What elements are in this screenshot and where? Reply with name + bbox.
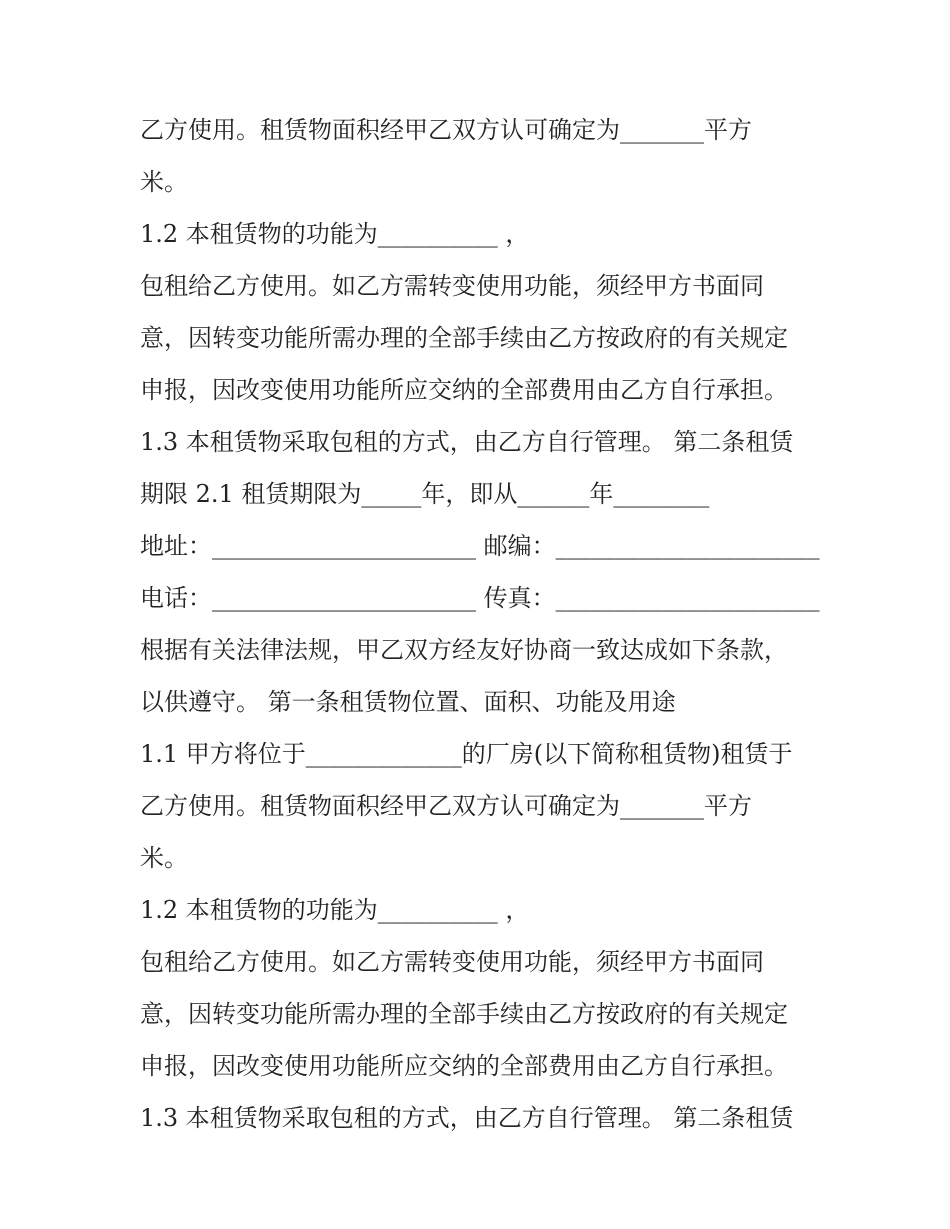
text-line: 包租给乙方使用。如乙方需转变使用功能，须经甲方书面同 xyxy=(140,272,764,300)
contract-text xyxy=(140,104,830,1144)
text-line: 米。 xyxy=(140,844,188,872)
text-line: 1.3 本租赁物采取包租的方式，由乙方自行管理。 第二条租赁 xyxy=(140,1104,794,1132)
text-line: 地址：______________________ 邮编：______________________ xyxy=(140,532,820,560)
text-line: 1.2 本租赁物的功能为__________ ， xyxy=(140,220,530,248)
text-line: 包租给乙方使用。如乙方需转变使用功能，须经甲方书面同 xyxy=(140,948,764,976)
text-line: 1.2 本租赁物的功能为__________ ， xyxy=(140,896,530,924)
text-line: 1.1 甲方将位于_____________的厂房(以下简称租赁物)租赁于 xyxy=(140,740,793,768)
text-line: 1.3 本租赁物采取包租的方式，由乙方自行管理。 第二条租赁 xyxy=(140,428,794,456)
text-line: 期限 2.1 租赁期限为_____年，即从______年________ xyxy=(140,480,710,508)
text-line: 电话：______________________ 传真：______________________ xyxy=(140,584,820,612)
text-line: 申报，因改变使用功能所应交纳的全部费用由乙方自行承担。 xyxy=(140,1052,788,1080)
text-line: 意，因转变功能所需办理的全部手续由乙方按政府的有关规定 xyxy=(140,1000,788,1028)
text-line: 乙方使用。租赁物面积经甲乙双方认可确定为_______平方 xyxy=(140,792,752,820)
text-line: 米。 xyxy=(140,168,188,196)
text-line: 以供遵守。 第一条租赁物位置、面积、功能及用途 xyxy=(140,688,676,716)
text-line: 意，因转变功能所需办理的全部手续由乙方按政府的有关规定 xyxy=(140,324,788,352)
text-line: 申报，因改变使用功能所应交纳的全部费用由乙方自行承担。 xyxy=(140,376,788,404)
text-line: 乙方使用。租赁物面积经甲乙双方认可确定为_______平方 xyxy=(140,116,752,144)
text-line: 根据有关法律法规，甲乙双方经友好协商一致达成如下条款， xyxy=(140,636,788,664)
